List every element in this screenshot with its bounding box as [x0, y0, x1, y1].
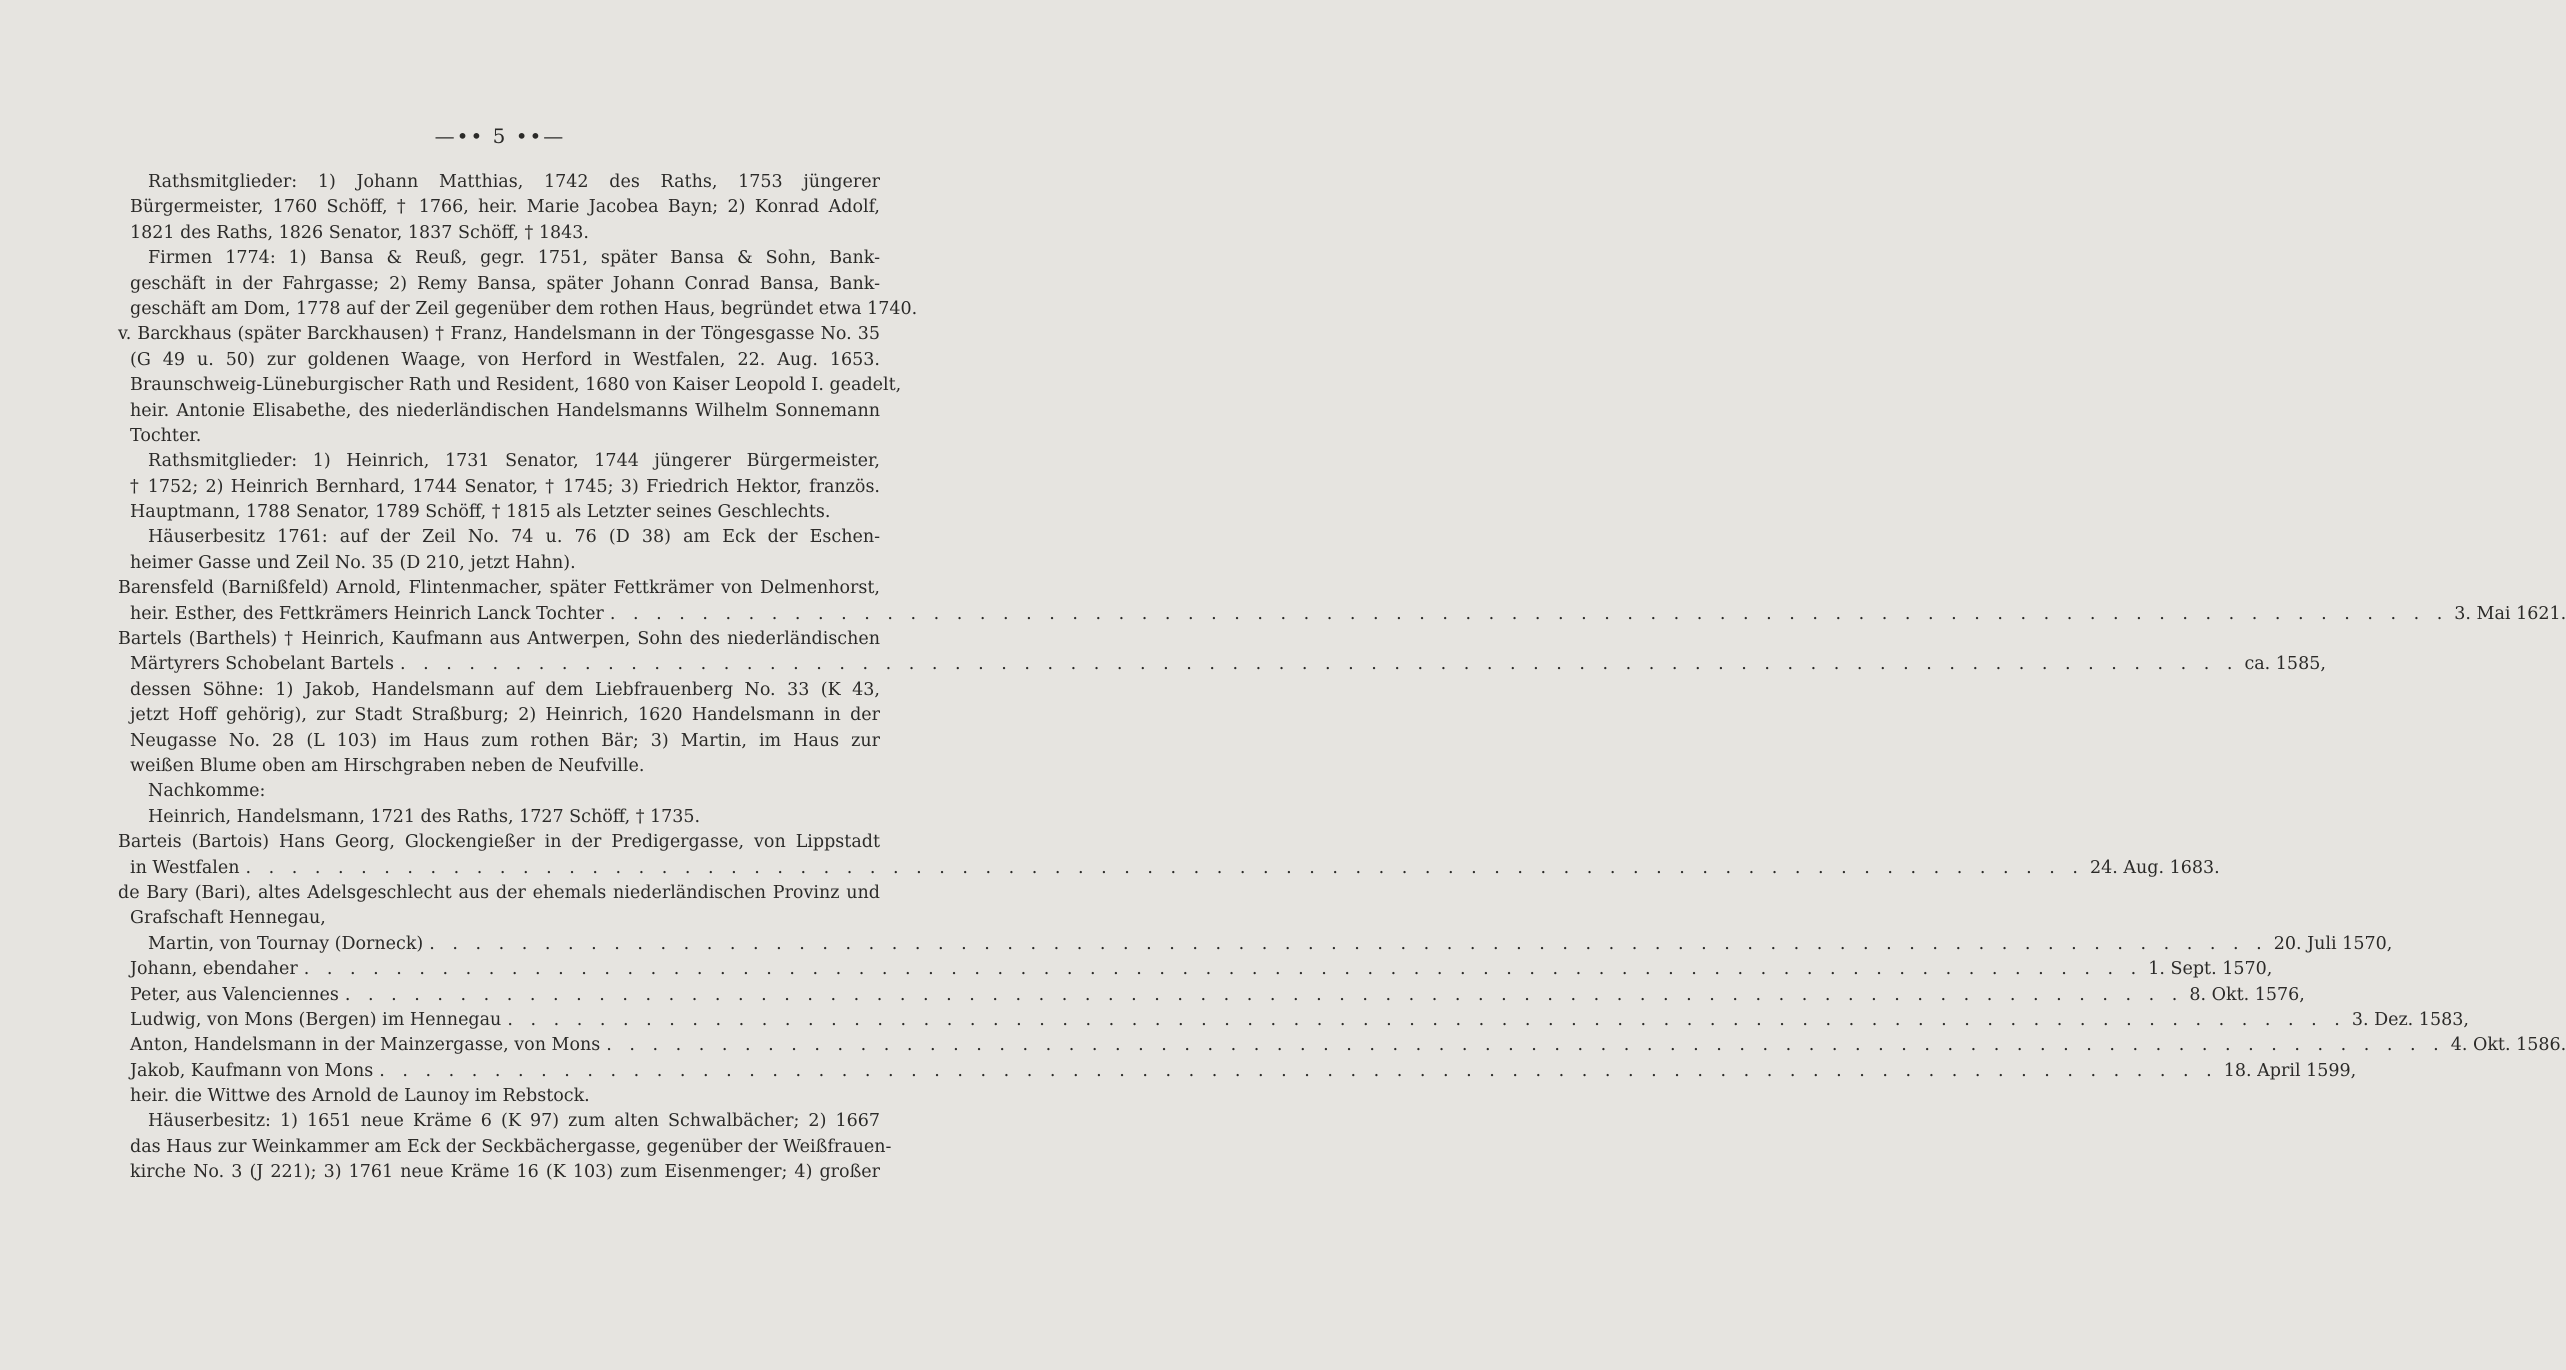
text-line	[118, 652, 2326, 677]
text-line: Tochter.	[130, 425, 202, 446]
dot-leader: . . . . . . . . . . . . . . . . . . . . . . . . . . . . . . . . . . . . . . . . . . . . . . . . . . . . . . . . . . . . . . . . . . . . . . . . . . . . . . . .	[609, 603, 2449, 624]
text-line: geschäft in der Fahrgasse; 2) Remy Bansa, später Johann Conrad Bansa, Bank-	[130, 273, 880, 294]
entry-text: Anton, Handelsmann in der Mainzergasse, von Mons	[130, 1035, 601, 1056]
text-line	[118, 602, 2566, 627]
text-line: Braunschweig-Lüneburgischer Rath und Resident, 1680 von Kaiser Leopold I. geadelt,	[130, 375, 902, 396]
text-line: de Bary (Bari), altes Adelsgeschlecht aus der ehemals niederländischen Provinz und	[118, 882, 880, 903]
entry-text: in Westfalen	[130, 857, 240, 878]
dot-leader: . . . . . . . . . . . . . . . . . . . . . . . . . . . . . . . . . . . . . . . . . . . . . . . . . . . . . . . . . . . . . . . . . . . . . . . . . . . . . . . .	[245, 857, 2084, 878]
text-line	[118, 983, 2305, 1008]
text-line: Grafschaft Hennegau,	[130, 908, 326, 929]
text-line: 1821 des Raths, 1826 Senator, 1837 Schöff, † 1843.	[130, 222, 589, 243]
text-line: heimer Gasse und Zeil No. 35 (D 210, jetzt Hahn).	[130, 552, 576, 573]
dot-leader: . . . . . . . . . . . . . . . . . . . . . . . . . . . . . . . . . . . . . . . . . . . . . . . . . . . . . . . . . . . . . . . . . . . . . . . . . . . . . . . .	[429, 933, 2268, 954]
entry-text: Märtyrers Schobelant Bartels	[130, 654, 394, 675]
text-line: weißen Blume oben am Hirschgraben neben de Neufville.	[130, 755, 645, 776]
text-line: Rathsmitglieder: 1) Johann Matthias, 1742 des Raths, 1753 jüngerer	[148, 172, 880, 192]
entry-text: Ludwig, von Mons (Bergen) im Hennegau	[130, 1009, 502, 1030]
text-line: (G 49 u. 50) zur goldenen Waage, von Herford in Westfalen, 22. Aug. 1653.	[130, 349, 880, 370]
entry-date: 20. Juli 1570,	[2273, 933, 2393, 954]
dot-leader: . . . . . . . . . . . . . . . . . . . . . . . . . . . . . . . . . . . . . . . . . . . . . . . . . . . . . . . . . . . . . . . . . . . . . . . . . . . . . . . .	[399, 654, 2239, 675]
text-line	[118, 1033, 2566, 1058]
text-line: das Haus zur Weinkammer am Eck der Seckbächergasse, gegenüber der Weißfrauen-	[130, 1136, 892, 1157]
text-line: Heinrich, Handelsmann, 1721 des Raths, 1727 Schöff, † 1735.	[148, 806, 701, 827]
entry-date: 24. Aug. 1683.	[2089, 857, 2220, 878]
text-line: Bartels (Barthels) † Heinrich, Kaufmann aus Antwerpen, Sohn des niederländischen	[118, 629, 880, 650]
text-line: Rathsmitglieder: 1) Heinrich, 1731 Senator, 1744 jüngerer Bürgermeister,	[148, 451, 880, 472]
entry-text: Peter, aus Valenciennes	[130, 984, 339, 1005]
dot-leader: . . . . . . . . . . . . . . . . . . . . . . . . . . . . . . . . . . . . . . . . . . . . . . . . . . . . . . . . . . . . . . . . . . . . . . . . . . . . . . . .	[303, 959, 2143, 980]
text-line: geschäft am Dom, 1778 auf der Zeil gegenüber dem rothen Haus, begründet etwa 1740.	[130, 298, 918, 319]
text-line: Hauptmann, 1788 Senator, 1789 Schöff, † 1815 als Letzter seines Geschlechts.	[130, 502, 831, 523]
entry-date: 4. Okt. 1586.	[2450, 1035, 2566, 1056]
text-line: Nachkomme:	[148, 781, 266, 802]
text-line: Barensfeld (Barnißfeld) Arnold, Flintenmacher, später Fettkrämer von Delmenhorst,	[118, 578, 880, 599]
entry-date: 3. Mai 1621.	[2454, 603, 2566, 624]
text-line	[118, 957, 2273, 982]
text-line: heir. die Wittwe des Arnold de Launoy im Rebstock.	[130, 1086, 590, 1107]
dot-leader: . . . . . . . . . . . . . . . . . . . . . . . . . . . . . . . . . . . . . . . . . . . . . . . . . . . . . . . . . . . . . . . . . . . . . . . . . . . . . . . .	[606, 1035, 2445, 1056]
text-line: Firmen 1774: 1) Bansa & Reuß, gegr. 1751, später Bansa & Sohn, Bank-	[148, 248, 880, 269]
entry-text: Martin, von Tournay (Dorneck)	[148, 933, 424, 954]
text-line: † 1752; 2) Heinrich Bernhard, 1744 Senator, † 1745; 3) Friedrich Hektor, französ.	[130, 476, 880, 497]
entry-text: Jakob, Kaufmann von Mons	[130, 1060, 374, 1081]
entry-text: Johann, ebendaher	[130, 959, 298, 980]
dot-leader: . . . . . . . . . . . . . . . . . . . . . . . . . . . . . . . . . . . . . . . . . . . . . . . . . . . . . . . . . . . . . . . . . . . . . . . . . . . . . . . .	[507, 1009, 2346, 1030]
text-line: v. Barckhaus (später Barckhausen) † Franz, Handelsmann in der Töngesgasse No. 35	[118, 324, 880, 345]
entry-date: ca. 1585,	[2244, 654, 2326, 675]
text-line: Häuserbesitz: 1) 1651 neue Kräme 6 (K 97) zum alten Schwalbächer; 2) 1667	[148, 1111, 880, 1132]
entry-date: 18. April 1599,	[2223, 1060, 2357, 1081]
text-line: heir. Antonie Elisabethe, des niederländischen Handelsmanns Wilhelm Sonnemann	[130, 400, 880, 421]
text-line: Neugasse No. 28 (L 103) im Haus zum rothen Bär; 3) Martin, im Haus zur	[130, 730, 880, 751]
text-line: dessen Söhne: 1) Jakob, Handelsmann auf dem Liebfrauenberg No. 33 (K 43,	[130, 679, 880, 700]
text-line: Häuserbesitz 1761: auf der Zeil No. 74 u. 76 (D 38) am Eck der Eschen-	[148, 527, 880, 548]
entry-text: heir. Esther, des Fettkrämers Heinrich Lanck Tochter	[130, 603, 604, 624]
entry-date: 8. Okt. 1576,	[2189, 984, 2305, 1005]
text-line: Bürgermeister, 1760 Schöff, † 1766, heir. Marie Jacobea Bayn; 2) Konrad Adolf,	[130, 197, 880, 218]
page-number: —•• 5 ••—	[434, 124, 566, 148]
text-line: kirche No. 3 (J 221); 3) 1761 neue Kräme 16 (K 103) zum Eisenmenger; 4) großer	[130, 1162, 880, 1183]
text-line	[118, 856, 2220, 881]
text-line: Barteis (Bartois) Hans Georg, Glockengießer in der Predigergasse, von Lippstadt	[118, 832, 880, 853]
text-line	[118, 1008, 2469, 1033]
dot-leader: . . . . . . . . . . . . . . . . . . . . . . . . . . . . . . . . . . . . . . . . . . . . . . . . . . . . . . . . . . . . . . . . . . . . . . . . . . . . . . . .	[344, 984, 2184, 1005]
dot-leader: . . . . . . . . . . . . . . . . . . . . . . . . . . . . . . . . . . . . . . . . . . . . . . . . . . . . . . . . . . . . . . . . . . . . . . . . . . . . . . . .	[379, 1060, 2218, 1081]
entry-date: 1. Sept. 1570,	[2148, 959, 2273, 980]
text-line	[118, 932, 2393, 957]
text-line	[118, 1059, 2357, 1084]
entry-date: 3. Dez. 1583,	[2351, 1009, 2469, 1030]
text-line: jetzt Hoff gehörig), zur Stadt Straßburg; 2) Heinrich, 1620 Handelsmann in der	[130, 705, 880, 726]
body-text	[118, 170, 2566, 1186]
